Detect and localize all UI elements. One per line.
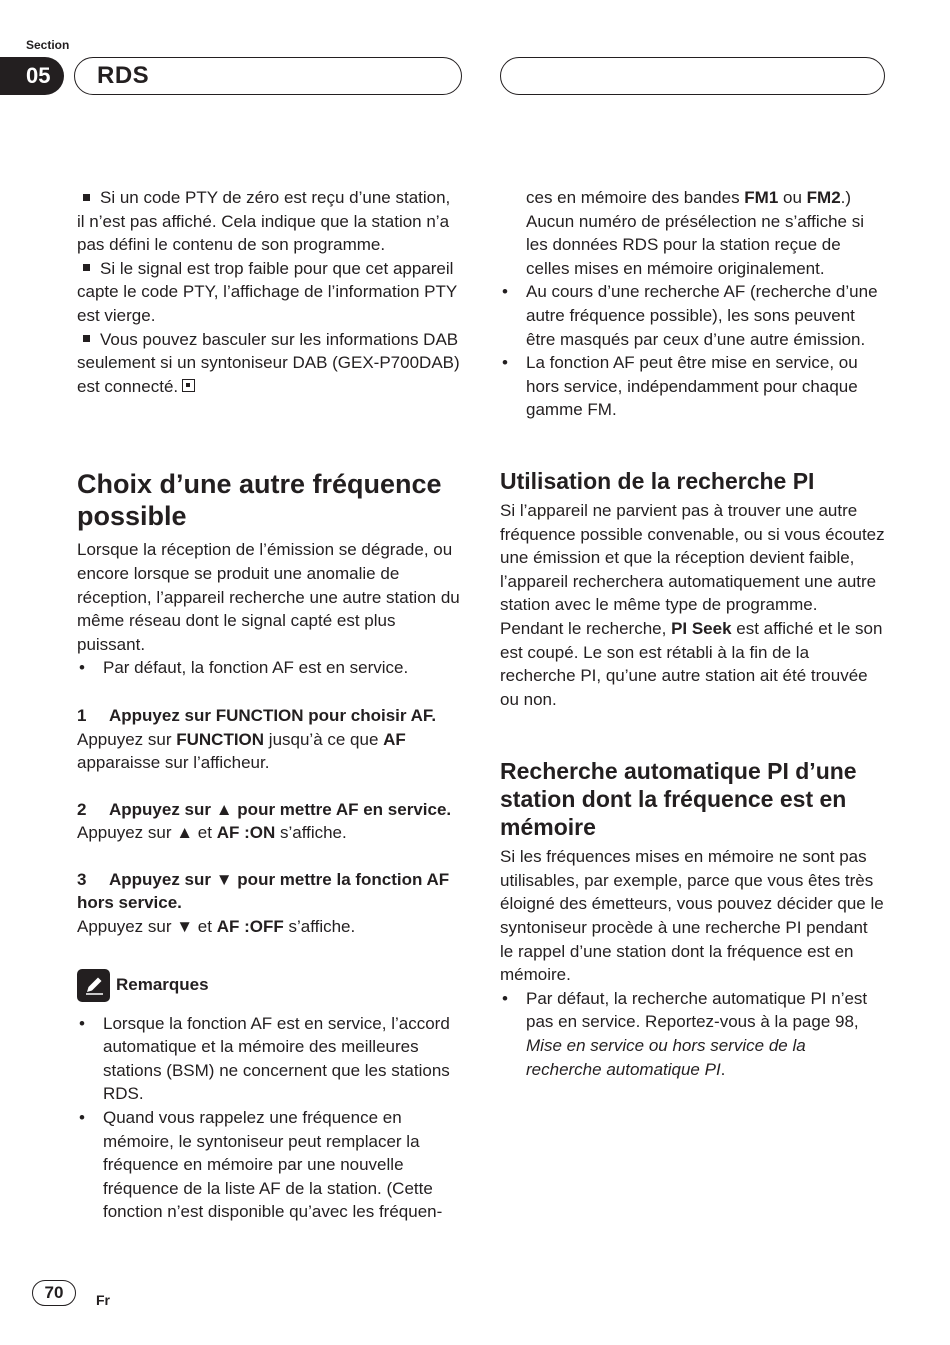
language-code: Fr [96,1292,110,1308]
step-body: Appuyez sur ▼ et AF :OFF s’affiche. [77,917,356,937]
square-bullet-icon [83,335,90,342]
auto-pi-text: Si les fréquences mises en mémoire ne sont pas utilisables, par exemple, parce que vous êtes très éloigné des émetteurs, vous pouvez décider que le syntoniseur procède à une recherche PI pendant le rappel d’une station dont la fréquence est en mémoire. [500,847,884,985]
remarks-label: Remarques [116,975,209,995]
section-label: Section [26,38,70,52]
af-heading: Choix d’une autre fréquence possible [77,469,442,532]
step-body: Appuyez sur FUNCTION jusqu’à ce que AF apparaisse sur l’afficheur. [77,729,406,773]
remarks-header [77,969,462,1002]
step-title: 3 Appuyez sur ▼ pour mettre la fonction AF hors service. [77,869,450,913]
step-body: Appuyez sur ▲ et AF :ON s’affiche. [77,823,347,843]
bullet-icon: • [502,282,508,302]
bullet-icon: • [502,988,508,1008]
down-arrow-icon: ▼ [176,917,194,937]
list-item: • La fonction AF peut être mise en service, ou hors service, indépendamment pour chaque gamme FM. [502,353,858,420]
up-arrow-icon: ▲ [215,799,233,819]
list-item: • Au cours d’une recherche AF (recherche d’une autre fréquence possible), les sons peuvent être masqués par ceux d’une autre émission. [502,282,878,349]
continued-text: ces en mémoire des bandes FM1 ou FM2.) Aucun numéro de présélection ne s’affiche si les données RDS pour la station reçue de celles mises en mémoire originalement. [526,188,864,278]
bullet-icon: • [79,1013,85,1033]
header-right-pill [500,57,885,95]
pi-heading: Utilisation de la recherche PI [500,467,815,494]
list-item: • Par défaut, la recherche automatique PI n’est pas en service. Reportez-vous à la page 98, Mise en service ou hors service de la recherche automatique PI. [502,988,868,1079]
section-number-badge: 05 [0,57,64,95]
step-2 [77,798,462,845]
page-number: 70 [32,1280,76,1306]
square-bullet-icon [83,264,90,271]
header-title-pill [74,57,462,95]
list-item: • Quand vous rappelez une fréquence en mémoire, le syntoniseur peut remplacer la fréquence en mémoire par une nouvelle fréquence de la liste AF de la station. (Cette fonction n’est disponible qu’avec les fréquen- [79,1108,443,1222]
cross-reference: Mise en service ou hors service de la recherche automatique PI [526,1036,806,1079]
auto-pi-heading: Recherche automatique PI d’une station dont la fréquence est en mémoire [500,758,857,841]
pi-text: Si l’appareil ne parvient pas à trouver une autre fréquence possible convenable, ou si vous écoutez une émission et que la réception devient faible, l’appareil recherchera automatiquement une autre station avec le même type de programme. Pendant le recherche, PI Seek est affiché et le son est coupé. Le son est rétabli à la fin de la recherche PI, qu’une autre station ait été trouvée ou non. [500,500,885,709]
pencil-note-icon [77,969,110,1002]
down-arrow-icon: ▼ [215,869,233,889]
list-item: • Par défaut, la fonction AF est en service. [77,656,462,680]
step-3 [77,868,462,939]
af-intro: Lorsque la réception de l’émission se dégrade, ou encore lorsque se produit une anomalie de réception, l’appareil recherche une autre station du même réseau dont le signal capté est plus puissant. [77,540,460,654]
square-bullet-icon [83,194,90,201]
up-arrow-icon: ▲ [176,823,194,843]
step-1 [77,704,462,775]
list-item: • Lorsque la fonction AF est en service, l’accord automatique et la mémoire des meilleures stations (BSM) ne concernent que les stations RDS. [79,1013,450,1104]
pty-note: Si un code PTY de zéro est reçu d’une station, il n’est pas affiché. Cela indique que la station n’a pas défini le contenu de son programme. [77,188,451,255]
pty-note: Si le signal est trop faible pour que cet appareil capte le code PTY, l’affichage de l’information PTY est vierge. [77,258,457,325]
step-title: 2 Appuyez sur ▲ pour mettre AF en service. [77,799,452,819]
header-title: RDS [97,62,150,89]
step-title: 1 Appuyez sur FUNCTION pour choisir AF. [77,705,437,725]
left-column [77,186,462,1224]
bullet-icon: • [79,1108,85,1128]
right-column [500,186,885,1081]
bullet-icon: • [79,658,85,678]
pty-note: Vous pouvez basculer sur les informations DAB seulement si un syntoniseur DAB (GEX-P700DAB) est connecté. [77,329,460,396]
end-of-section-icon [182,379,195,392]
bullet-icon: • [502,353,508,373]
